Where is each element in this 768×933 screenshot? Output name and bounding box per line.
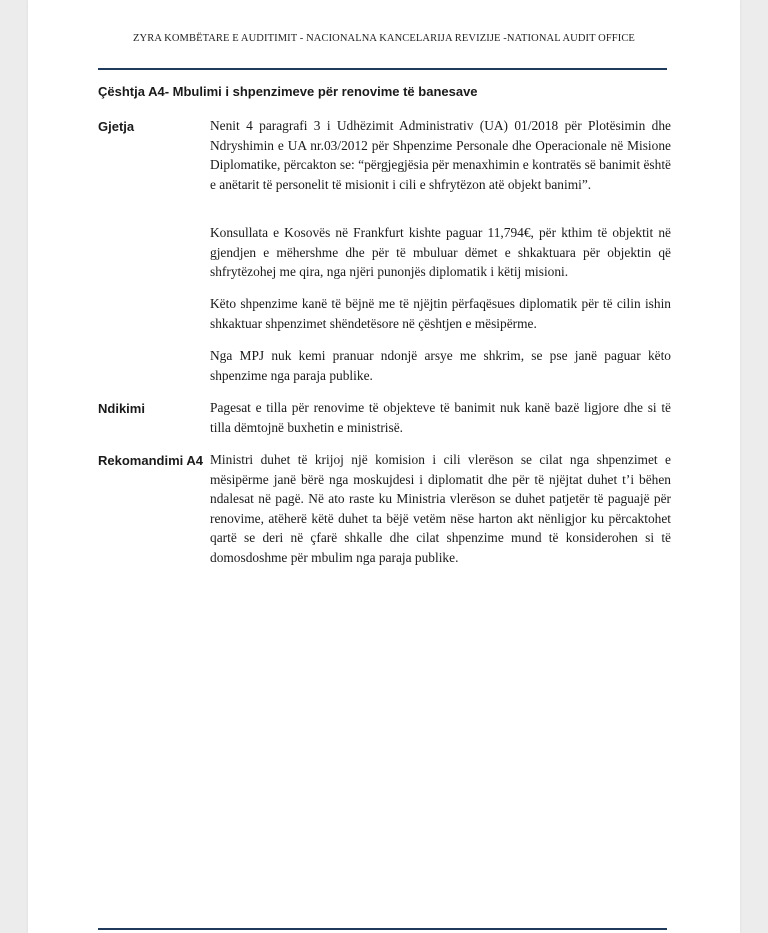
finding-paragraph-1: Nenit 4 paragrafi 3 i Udhëzimit Administrativ (UA) 01/2018 për Plotësimin dhe Ndryshimin e UA nr.03/2012 për Shpenzime Personale dhe Operacionale në Misione Diplomatike, përcakton se: “përgjegjësia për menaxhimin e kontratës së banimit është e anëtarit të personelit të misionit i cili e shfrytëzon atë objekt banimi”. [210, 118, 671, 192]
section-title: Çështja A4- Mbulimi i shpenzimeve për renovime të banesave [98, 84, 478, 99]
finding-label: Gjetja [98, 119, 135, 134]
page-header-title: ZYRA KOMBËTARE E AUDITIMIT - NACIONALNA KANCELARIJA REVIZIJE -NATIONAL AUDIT OFFICE [133, 33, 635, 44]
finding-paragraph-4: Nga MPJ nuk kemi pranuar ndonjë arsye me shkrim, se pse janë paguar këto shpenzime nga paraja publike. [210, 348, 671, 383]
finding-paragraph-3: Këto shpenzime kanë të bëjnë me të njëjtin përfaqësues diplomatik për të cilin ishin shkaktuar shpenzimet shëndetësore në çështjen e mësipërme. [210, 296, 671, 331]
document-page [28, 0, 740, 933]
finding-paragraph-2: Konsullata e Kosovës në Frankfurt kishte paguar 11,794€, për kthim të objektit në gjendjen e mëhershme dhe për të mbuluar dëmet e shkaktuara për objektin që shfrytëzohej me qira, nga njëri punonjës diplomatik i këtij misioni. [210, 225, 671, 279]
footer-divider [98, 928, 667, 930]
recommendation-text: Ministri duhet të krijoj një komision i cili vlerëson se cilat nga shpenzimet e mësipërme janë bërë nga moskujdesi i diplomatit dhe për të njëjtat duhet t’i bëhen ndalesat në pagë. Në ato raste ku Ministria vlerëson se duhet patjetër të paguajë për renovime, atëherë këtë duhet ta bëjë vetëm nëse harton akt nënligjor ku përcaktohet qartë se deri në çfarë shkalle dhe cilat shpenzime mund të konsiderohen si të domosdoshme për mbulim nga paraja publike. [210, 452, 671, 565]
recommendation-label: Rekomandimi A4 [98, 453, 203, 468]
header-divider [98, 68, 667, 70]
judgement-label: Ndikimi [98, 401, 145, 416]
judgement-text: Pagesat e tilla për renovime të objekteve të banimit nuk kanë bazë ligjore dhe si të tilla dëmtojnë buxhetin e ministrisë. [210, 400, 671, 435]
